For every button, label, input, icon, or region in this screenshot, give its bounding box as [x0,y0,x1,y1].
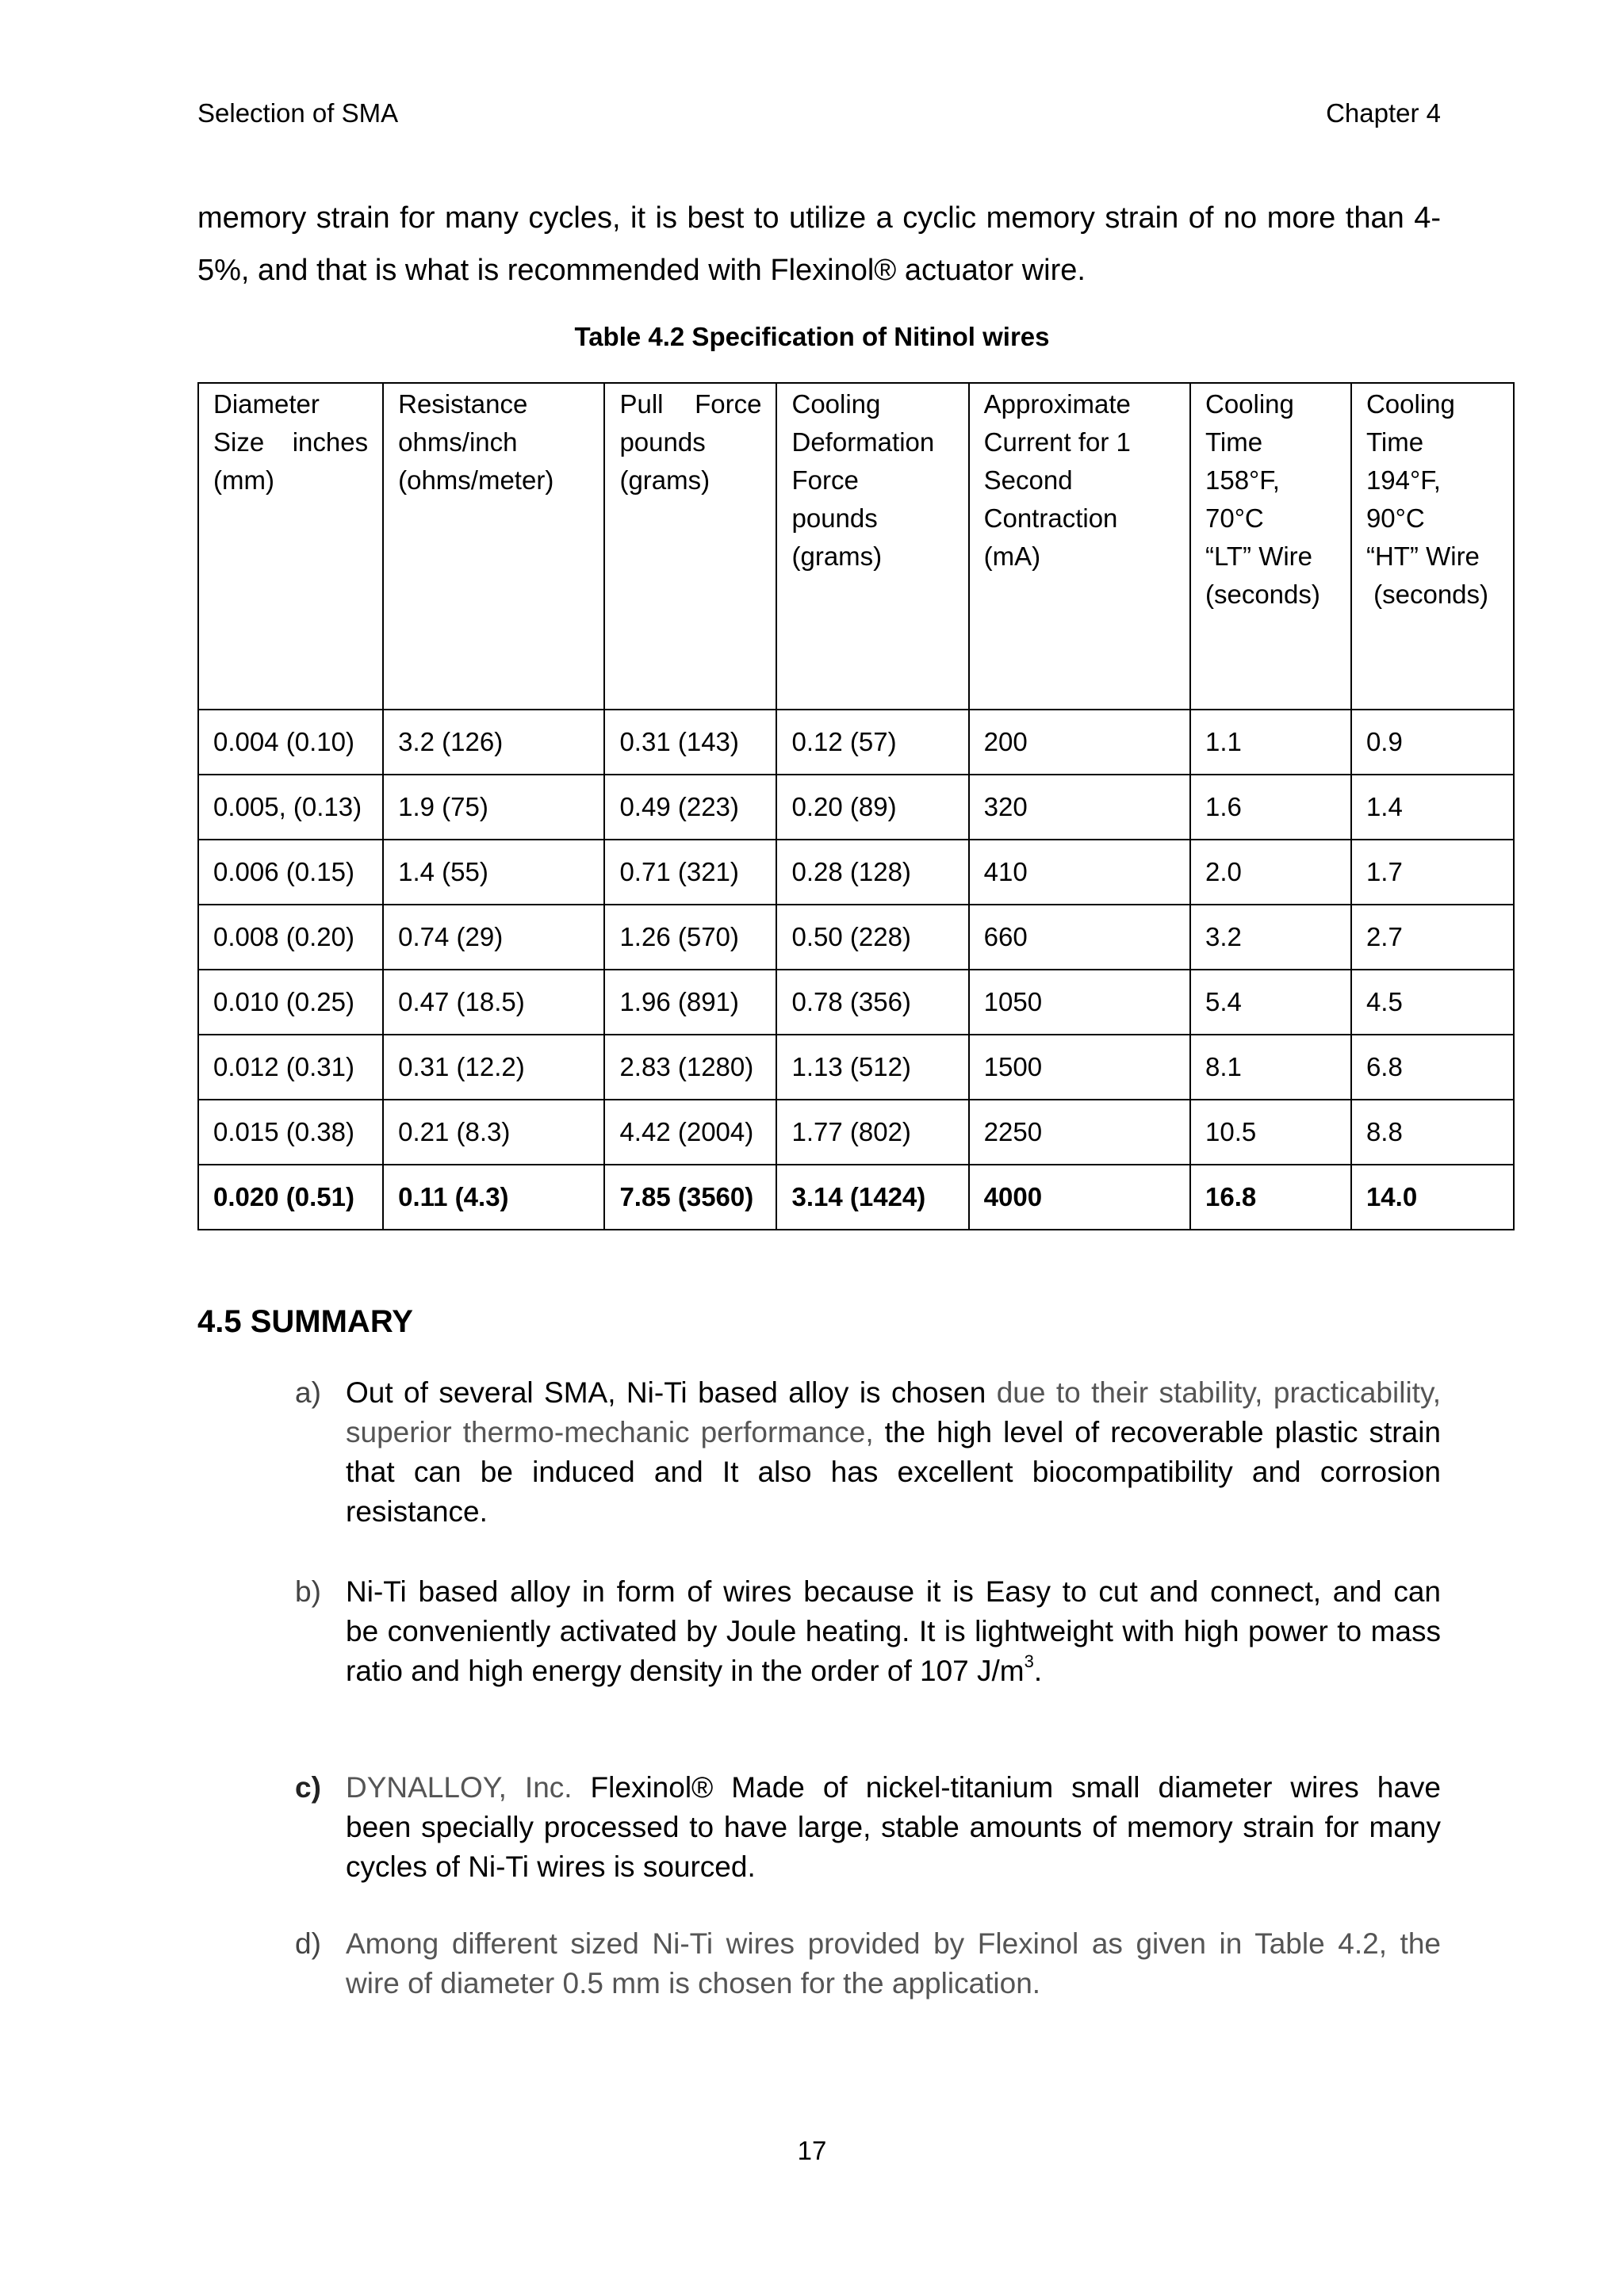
table-cell: 0.008 (0.20) [198,905,383,970]
table-cell: 0.004 (0.10) [198,710,383,775]
item-b-text-end: . [1033,1655,1043,1687]
header-line: Current for 1 [983,427,1131,457]
running-header-chapter: Chapter 4 [1326,98,1441,128]
table-cell: 3.2 [1190,905,1351,970]
item-marker: c) [295,1771,321,1804]
table-cell: 0.31 (143) [604,710,776,775]
header-line: (seconds) [1205,580,1320,609]
summary-item-c [295,1768,1441,1887]
item-marker: d) [295,1927,321,1960]
table-cell: 1.7 [1351,840,1514,905]
table-cell: 8.8 [1351,1100,1514,1165]
table-cell: 0.005, (0.13) [198,775,383,840]
item-marker: b) [295,1575,321,1608]
table-cell: 0.20 (89) [776,775,968,840]
table-cell: 1.6 [1190,775,1351,840]
table-cell: 0.28 (128) [776,840,968,905]
table-cell: 3.14 (1424) [776,1165,968,1230]
item-b-line-2: be conveniently activated by Joule heating. It is lightweight with high power to mass [346,1615,1441,1647]
table-cell: 8.1 [1190,1035,1351,1100]
table-cell: 660 [969,905,1190,970]
header-line: “LT” Wire [1205,541,1313,571]
table-cell: 0.020 (0.51) [198,1165,383,1230]
item-d-line-2: wire of diameter 0.5 mm is chosen for the application. [346,1967,1041,1999]
item-a-text-gray: due to their stability, practicability, [996,1376,1441,1409]
summary-item-a [295,1373,1441,1532]
header-line: (mA) [983,541,1041,571]
header-line: Contraction [983,503,1118,533]
header-line: (ohms/meter) [398,465,554,495]
item-a-line-1 [346,1373,1441,1413]
table-cell: 1500 [969,1035,1190,1100]
table-row [198,970,1514,1035]
table-cell: 2250 [969,1100,1190,1165]
table-cell: 6.8 [1351,1035,1514,1100]
table-cell: 5.4 [1190,970,1351,1035]
table-cell: 0.006 (0.15) [198,840,383,905]
table-cell: 4000 [969,1165,1190,1230]
header-line: Cooling [1365,389,1455,419]
header-line: (mm) [213,465,274,495]
table-cell: 0.21 (8.3) [383,1100,604,1165]
page-number: 17 [797,2136,827,2165]
header-line: ohms/inch [398,427,518,457]
table-row [198,1100,1514,1165]
table-cell: 0.9 [1351,710,1514,775]
table-row [198,710,1514,775]
running-header-title: Selection of SMA [197,98,399,128]
table-row [198,1035,1514,1100]
table-cell: 0.49 (223) [604,775,776,840]
table-cell: 1.77 (802) [776,1100,968,1165]
table-cell: 4.5 [1351,970,1514,1035]
column-header [198,383,383,710]
table-cell: 1.26 (570) [604,905,776,970]
table-header-row [198,383,1514,710]
header-line: Pull Force [619,389,762,419]
header-line: 70°C [1205,503,1264,533]
header-line: Time [1205,427,1263,457]
table-cell: 0.78 (356) [776,970,968,1035]
table-cell: 0.31 (12.2) [383,1035,604,1100]
item-c-company: DYNALLOY, Inc. [346,1771,573,1804]
item-a-text: the high level of recoverable plastic strain [873,1416,1441,1448]
table-cell: 7.85 (3560) [604,1165,776,1230]
header-line: Cooling [1205,389,1294,419]
superscript: 3 [1024,1651,1034,1671]
item-a-line-4: resistance. [346,1495,488,1528]
header-line: Diameter [213,389,320,419]
table-cell: 0.012 (0.31) [198,1035,383,1100]
table-cell: 1.9 (75) [383,775,604,840]
item-a-text-gray: superior thermo-mechanic performance, [346,1416,874,1448]
table-cell: 1050 [969,970,1190,1035]
item-d-line-1: Among different sized Ni-Ti wires provided by Flexinol as given in Table 4.2, the [346,1927,1441,1960]
intro-line-1: memory strain for many cycles, it is best to utilize a cyclic memory strain of no more than 4- [197,201,1441,235]
table-cell: 200 [969,710,1190,775]
header-line: pounds [791,503,878,533]
item-b-text: ratio and high energy density in the order of 107 J/m [346,1655,1025,1687]
header-line: (seconds) [1365,580,1489,609]
header-line: 90°C [1365,503,1425,533]
table-caption: Table 4.2 Specification of Nitinol wires [574,322,1050,351]
table-cell: 1.1 [1190,710,1351,775]
header-line: Size inches [213,427,369,457]
table-cell: 0.11 (4.3) [383,1165,604,1230]
header-line: 158°F, [1205,465,1280,495]
table-cell: 1.13 (512) [776,1035,968,1100]
column-header [1351,383,1514,710]
table-cell: 4.42 (2004) [604,1100,776,1165]
table-cell: 2.83 (1280) [604,1035,776,1100]
header-line: Cooling [791,389,881,419]
item-c-text: Flexinol® Made of nickel-titanium small diameter wires have [572,1771,1441,1804]
item-a-text: Out of several SMA, Ni-Ti based alloy is chosen [346,1376,997,1409]
table-cell: 16.8 [1190,1165,1351,1230]
table-cell: 410 [969,840,1190,905]
header-line: (grams) [791,541,883,571]
summary-item-d [295,1924,1441,2003]
header-line: (grams) [619,465,710,495]
item-b-line-3 [346,1651,1441,1691]
table-row [198,775,1514,840]
column-header [969,383,1190,710]
column-header [604,383,776,710]
table-cell: 0.50 (228) [776,905,968,970]
table-cell: 10.5 [1190,1100,1351,1165]
table-cell: 0.010 (0.25) [198,970,383,1035]
table-cell: 2.7 [1351,905,1514,970]
item-b-line-1: Ni-Ti based alloy in form of wires because it is Easy to cut and connect, and can [346,1575,1441,1608]
table-cell: 0.12 (57) [776,710,968,775]
intro-line-2: 5%, and that is what is recommended with Flexinol® actuator wire. [197,254,1086,287]
item-c-line-1 [346,1768,1441,1808]
table-row [198,1165,1514,1230]
table-cell: 0.47 (18.5) [383,970,604,1035]
table-cell: 1.4 (55) [383,840,604,905]
table-cell: 2.0 [1190,840,1351,905]
table-cell: 3.2 (126) [383,710,604,775]
header-line: Force [791,465,859,495]
column-header [383,383,604,710]
header-line: Second [983,465,1073,495]
section-title: 4.5 SUMMARY [197,1304,413,1339]
table-cell: 1.4 [1351,775,1514,840]
header-line: Approximate [983,389,1131,419]
header-line: 194°F, [1365,465,1441,495]
table-cell: 0.74 (29) [383,905,604,970]
column-header [1190,383,1351,710]
header-line: Deformation [791,427,935,457]
item-a-line-2 [346,1413,1441,1452]
nitinol-spec-table [197,382,1515,1230]
item-a-line-3: that can be induced and It also has excellent biocompatibility and corrosion [346,1456,1441,1488]
summary-item-b [295,1572,1441,1691]
header-line: pounds [619,427,706,457]
table-cell: 0.71 (321) [604,840,776,905]
table-row [198,905,1514,970]
header-line: “HT” Wire [1365,541,1480,571]
column-header [776,383,968,710]
table-row [198,840,1514,905]
item-c-line-3: cycles of Ni-Ti wires is sourced. [346,1850,756,1883]
table-cell: 1.96 (891) [604,970,776,1035]
table-cell: 0.015 (0.38) [198,1100,383,1165]
item-c-line-2: been specially processed to have large, stable amounts of memory strain for many [346,1811,1441,1843]
intro-paragraph [197,192,1441,297]
table-cell: 14.0 [1351,1165,1514,1230]
header-line: Time [1365,427,1424,457]
item-marker: a) [295,1376,321,1409]
table-cell: 320 [969,775,1190,840]
header-line: Resistance [398,389,528,419]
